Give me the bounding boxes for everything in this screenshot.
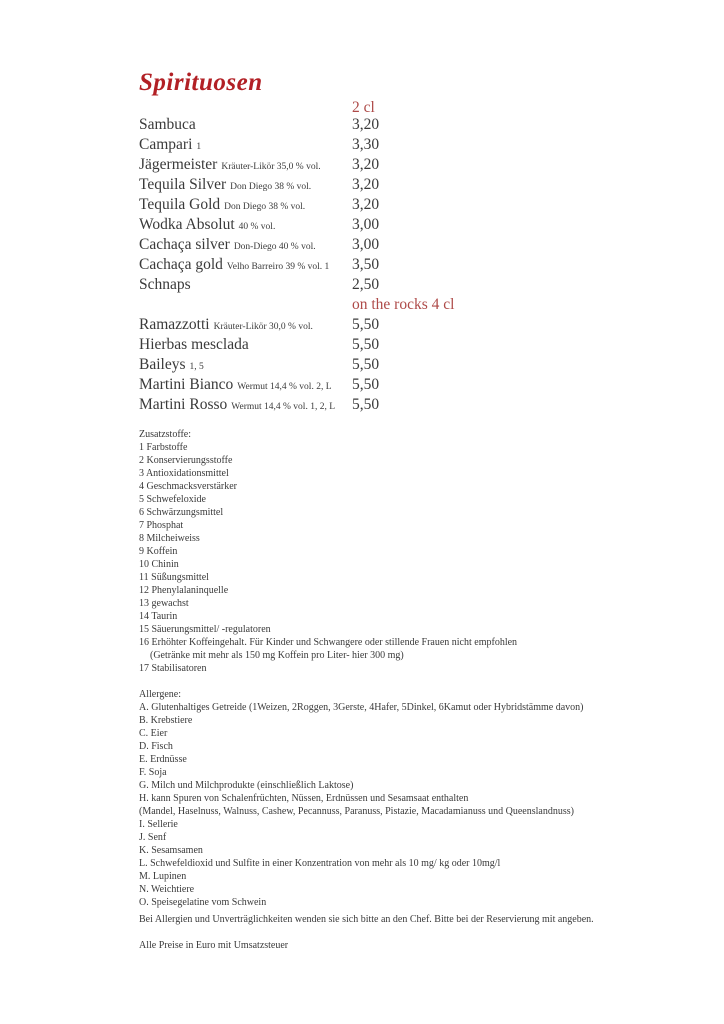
menu-row: [139, 356, 704, 376]
item-name-cell: [139, 276, 352, 296]
spacer-cell: [139, 296, 352, 313]
item-price: 5,50: [352, 356, 380, 373]
menu-row: [139, 196, 704, 216]
allergen-line: C. Eier: [139, 728, 168, 739]
additive-line: 9 Koffein: [139, 546, 178, 557]
additive-line: 15 Säuerungsmittel/ -regulatoren: [139, 624, 271, 635]
allergens-section: [139, 688, 704, 909]
menu-row: [139, 216, 704, 236]
item-price: 3,20: [352, 156, 380, 173]
menu-row: [139, 236, 704, 256]
additive-line-continuation: (Getränke mit mehr als 150 mg Koffein pro Liter- hier 300 mg): [150, 650, 404, 661]
item-detail: 1, 5: [189, 362, 204, 372]
menu-row: [139, 316, 704, 336]
menu-row: [139, 156, 704, 176]
rocks-header-row: [139, 296, 704, 313]
allergy-note: Bei Allergien und Unverträglichkeiten wenden sie sich bitte an den Chef. Bitte bei der Reservierung mit angeben.: [139, 914, 594, 925]
item-price: 3,20: [352, 176, 380, 193]
item-name-cell: [139, 116, 352, 136]
item-name-cell: [139, 316, 352, 336]
additive-line: 13 gewachst: [139, 598, 189, 609]
allergen-line: D. Fisch: [139, 741, 173, 752]
item-detail: 40 % vol.: [238, 222, 276, 232]
menu-row: [139, 276, 704, 296]
menu-row: [139, 176, 704, 196]
item-name-cell: [139, 176, 352, 196]
item-name-cell: [139, 336, 352, 356]
allergen-line: I. Sellerie: [139, 819, 178, 830]
allergen-line: K. Sesamsamen: [139, 845, 203, 856]
allergen-line: O. Speisegelatine vom Schwein: [139, 897, 267, 908]
item-name-cell: [139, 256, 352, 276]
item-name-cell: [139, 396, 352, 416]
item-detail: Wermut 14,4 % vol. 2, L: [237, 382, 332, 392]
menu-row: [139, 256, 704, 276]
spacer-cell: [139, 99, 352, 116]
item-detail: 1: [196, 142, 202, 152]
item-detail: Don-Diego 40 % vol.: [233, 242, 316, 252]
allergen-line: A. Glutenhaltiges Getreide (1Weizen, 2Roggen, 3Gerste, 4Hafer, 5Dinkel, 6Kamut oder Hybridstämme davon): [139, 702, 584, 713]
item-name-cell: [139, 196, 352, 216]
item-price: 5,50: [352, 316, 380, 333]
rocks-header: on the rocks 4 cl: [352, 296, 455, 313]
additive-line: 14 Taurin: [139, 611, 178, 622]
additive-line: 2 Konservierungsstoffe: [139, 455, 233, 466]
allergen-line: N. Weichtiere: [139, 884, 195, 895]
item-detail: Don Diego 38 % vol.: [230, 182, 312, 192]
item-price: 3,50: [352, 256, 380, 273]
price-list: [139, 99, 704, 416]
additive-line: 7 Phosphat: [139, 520, 184, 531]
item-name: Martini Rosso: [139, 396, 228, 413]
additive-line: 3 Antioxidationsmittel: [139, 468, 229, 479]
price-note: Alle Preise in Euro mit Umsatzsteuer: [139, 940, 289, 951]
item-name: Jägermeister: [139, 156, 218, 173]
allergen-line: L. Schwefeldioxid und Sulfite in einer Konzentration von mehr als 10 mg/ kg oder 10mg/l: [139, 858, 501, 869]
item-detail: Kräuter-Likör 35,0 % vol.: [221, 162, 321, 172]
item-name: Wodka Absolut: [139, 216, 235, 233]
item-name: Sambuca: [139, 116, 196, 133]
item-name: Baileys: [139, 356, 186, 373]
item-price: 3,00: [352, 236, 380, 253]
size-header-row: [139, 99, 704, 116]
additive-line: 12 Phenylalaninquelle: [139, 585, 229, 596]
item-price: 3,20: [352, 196, 380, 213]
item-name: Cachaça gold: [139, 256, 223, 273]
item-detail: Don Diego 38 % vol.: [224, 202, 306, 212]
item-name: Hierbas mesclada: [139, 336, 249, 353]
menu-row: [139, 376, 704, 396]
item-price: 3,00: [352, 216, 380, 233]
page-title: Spirituosen: [139, 69, 263, 96]
item-price: 5,50: [352, 396, 380, 413]
item-name: Cachaça silver: [139, 236, 230, 253]
item-price: 2,50: [352, 276, 380, 293]
item-detail: Velho Barreiro 39 % vol. 1: [226, 262, 330, 272]
allergen-line: J. Senf: [139, 832, 167, 843]
allergen-line: F. Soja: [139, 767, 167, 778]
item-price: 5,50: [352, 336, 380, 353]
item-price: 3,30: [352, 136, 380, 153]
menu-row: [139, 136, 704, 156]
item-price: 5,50: [352, 376, 380, 393]
item-detail: Kräuter-Likör 30,0 % vol.: [213, 322, 313, 332]
item-name: Tequila Gold: [139, 196, 221, 213]
item-name: Tequila Silver: [139, 176, 227, 193]
additive-line: 8 Milcheiweiss: [139, 533, 200, 544]
additive-line: 5 Schwefeloxide: [139, 494, 206, 505]
additive-line: 10 Chinin: [139, 559, 179, 570]
allergen-line: H. kann Spuren von Schalenfrüchten, Nüssen, Erdnüssen und Sesamsaat enthalten: [139, 793, 469, 804]
item-name: Martini Bianco: [139, 376, 234, 393]
item-name-cell: [139, 236, 352, 256]
allergen-line: E. Erdnüsse: [139, 754, 187, 765]
additive-line: 1 Farbstoffe: [139, 442, 188, 453]
additive-line: 17 Stabilisatoren: [139, 663, 207, 674]
item-detail: Wermut 14,4 % vol. 1, 2, L: [231, 402, 336, 412]
item-name-cell: [139, 356, 352, 376]
item-price: 3,20: [352, 116, 380, 133]
menu-row: [139, 396, 704, 416]
item-name-cell: [139, 216, 352, 236]
additives-section: [139, 428, 704, 675]
allergen-line: M. Lupinen: [139, 871, 187, 882]
menu-row: [139, 336, 704, 356]
item-name: Campari: [139, 136, 193, 153]
item-name: Schnaps: [139, 276, 191, 293]
additive-line: 11 Süßungsmittel: [139, 572, 209, 583]
additive-line: 6 Schwärzungsmittel: [139, 507, 224, 518]
allergens-heading: Allergene:: [139, 689, 182, 700]
menu-row: [139, 116, 704, 136]
additives-heading: Zusatzstoffe:: [139, 429, 192, 440]
item-name-cell: [139, 136, 352, 156]
additive-line: 4 Geschmacksverstärker: [139, 481, 238, 492]
allergen-line-continuation: (Mandel, Haselnuss, Walnuss, Cashew, Pecannuss, Paranuss, Pistazie, Macadamianuss und Queenslandnuss): [139, 806, 574, 817]
size-header: 2 cl: [352, 99, 375, 116]
item-name-cell: [139, 376, 352, 396]
item-name: Ramazzotti: [139, 316, 210, 333]
item-name-cell: [139, 156, 352, 176]
additive-line: 16 Erhöhter Koffeingehalt. Für Kinder und Schwangere oder stillende Frauen nicht empfohlen: [139, 637, 518, 648]
footer-notes: [139, 913, 704, 952]
allergen-line: B. Krebstiere: [139, 715, 193, 726]
allergen-line: G. Milch und Milchprodukte (einschließlich Laktose): [139, 780, 354, 791]
